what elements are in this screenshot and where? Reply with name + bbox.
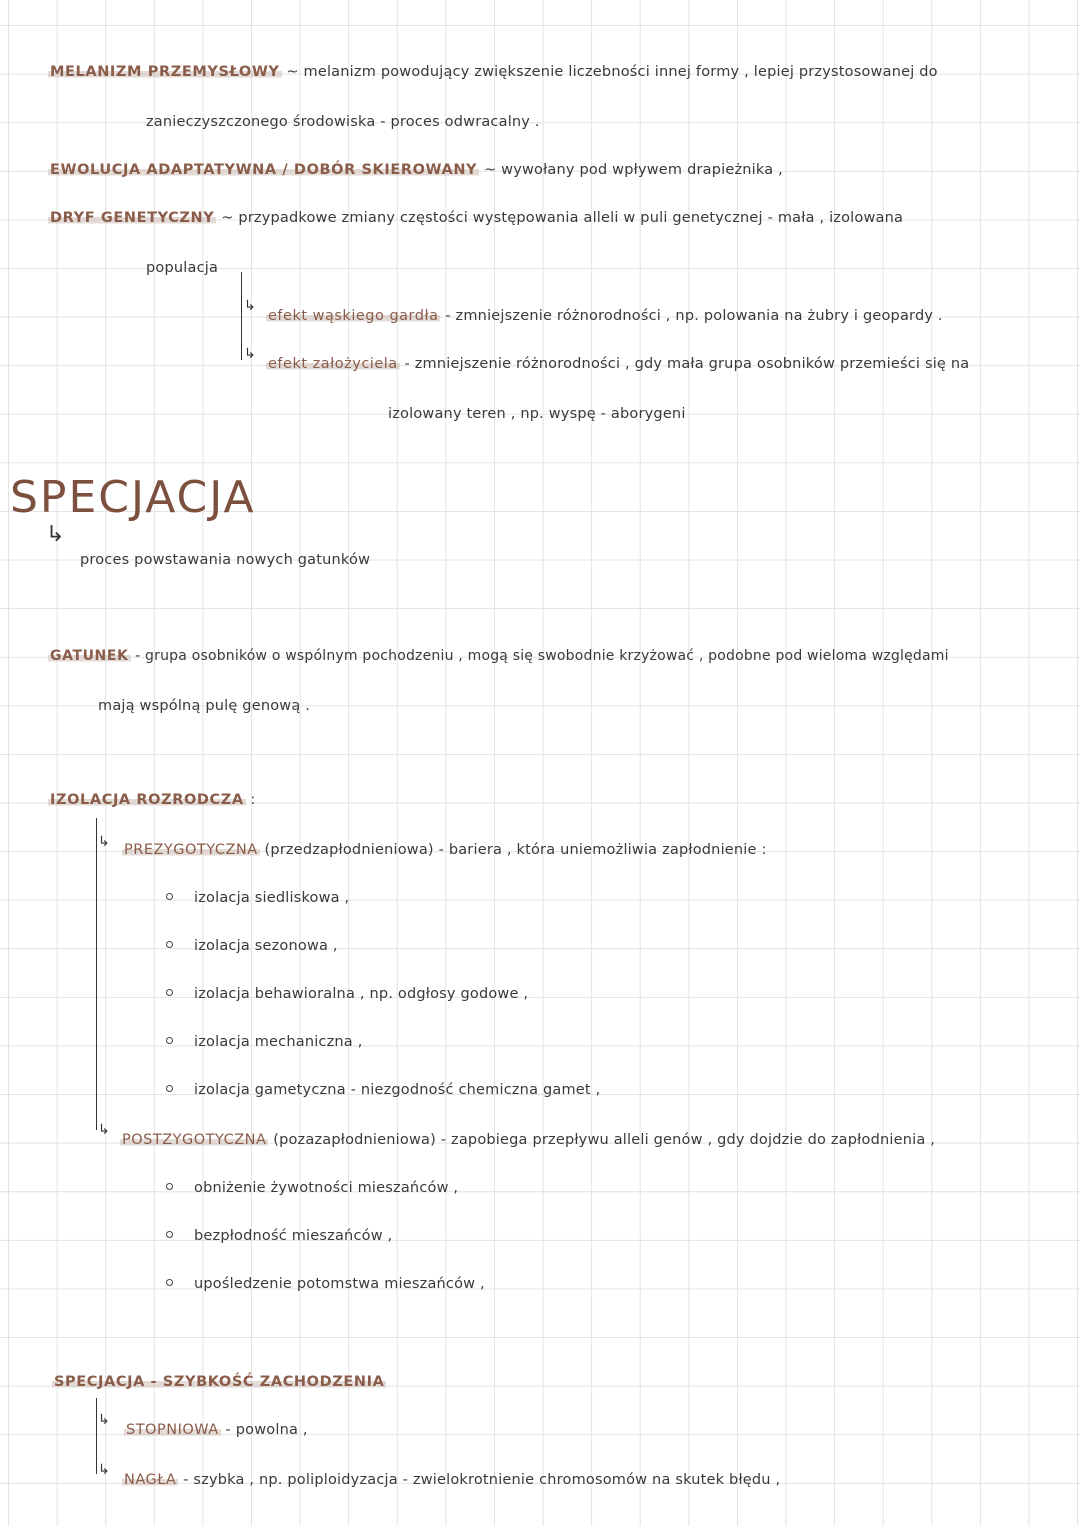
- list-item: izolacja behawioralna , np. odgłosy godowe ,: [194, 986, 529, 1002]
- text-prezygotyczna: (przedzapłodnieniowa) - bariera , która uniemożliwia zapłodnienie :: [264, 842, 767, 858]
- izolacja-bracket: [96, 818, 97, 1130]
- arrow-icon: ↳: [46, 522, 65, 547]
- bullet-icon: [166, 1037, 173, 1044]
- melanizm-line-2: [146, 114, 540, 130]
- szybkosc-bracket: [96, 1398, 97, 1474]
- arrow-icon: ↳: [98, 1412, 110, 1428]
- term-prezygotyczna: PREZYGOTYCZNA: [124, 842, 258, 858]
- def-melanizm-2: zanieczyszczonego środowiska - proces odwracalny .: [146, 114, 540, 130]
- effect-2-cont: [388, 406, 686, 422]
- szybkosc-item-2: [122, 1472, 780, 1488]
- sep-melanizm: ~: [286, 64, 299, 80]
- def-gatunek-2: mają wspólną pulę genową .: [98, 698, 311, 714]
- text-effect-2: - zmniejszenie różnorodności , gdy mała grupa osobników przemieści się na: [404, 356, 970, 372]
- def-dryf-2: populacja: [146, 260, 219, 276]
- term-szybkosc: SPECJACJA - SZYBKOŚĆ ZACHODZENIA: [54, 1374, 385, 1390]
- bullet-icon: [166, 1279, 173, 1286]
- sep-ewolucja: ~: [483, 162, 497, 178]
- list-item: obniżenie żywotności mieszańców ,: [194, 1180, 459, 1196]
- term-dryf: DRYF GENETYCZNY: [50, 210, 215, 226]
- dryf-bracket: [241, 272, 242, 360]
- arrow-icon: ↳: [244, 298, 256, 314]
- dryf-line-1: [48, 210, 903, 226]
- bullet-icon: [166, 989, 173, 996]
- ewolucja-line: [48, 162, 783, 178]
- list-item: izolacja mechaniczna ,: [194, 1034, 363, 1050]
- list-item: izolacja siedliskowa ,: [194, 890, 350, 906]
- prezygotyczna-line: [122, 842, 767, 858]
- arrow-icon: ↳: [244, 346, 256, 362]
- szybkosc-item-1: [124, 1422, 308, 1438]
- effect-1: [266, 308, 943, 324]
- bullet-icon: [166, 1231, 173, 1238]
- arrow-icon: ↳: [98, 1122, 110, 1138]
- gatunek-line-2: [98, 698, 310, 714]
- def-dryf-1: przypadkowe zmiany częstości występowania alleli w puli genetycznej - mała , izolowana: [238, 210, 904, 226]
- term-melanizm: MELANIZM PRZEMYSŁOWY: [50, 64, 280, 80]
- text-nagla: - szybka , np. poliploidyzacja - zwielokrotnienie chromosomów na skutek błędu ,: [183, 1472, 781, 1488]
- term-ewolucja: EWOLUCJA ADAPTATYWNA / DOBÓR SKIEROWANY: [50, 162, 478, 178]
- def-gatunek-1: - grupa osobników o wspólnym pochodzeniu , mogą się swobodnie krzyżować , podobne pod wieloma względami: [135, 648, 949, 664]
- arrow-icon: ↳: [98, 834, 110, 850]
- specjacja-def: [80, 552, 370, 568]
- term-gatunek: GATUNEK: [50, 648, 129, 664]
- bullet-icon: [166, 1085, 173, 1092]
- gatunek-line-1: [48, 648, 949, 664]
- izolacja-heading: [48, 792, 256, 808]
- term-izolacja: IZOLACJA ROZRODCZA: [50, 792, 244, 808]
- term-effect-2: efekt założyciela: [268, 356, 398, 372]
- def-ewolucja: wywołany pod wpływem drapieżnika ,: [501, 162, 783, 178]
- bullet-icon: [166, 893, 173, 900]
- postzygotyczna-line: [120, 1132, 935, 1148]
- colon: :: [250, 792, 256, 808]
- arrow-icon: ↳: [98, 1462, 110, 1478]
- melanizm-line-1: [48, 64, 938, 80]
- def-specjacja: proces powstawania nowych gatunków: [80, 552, 371, 568]
- text-stopniowa: - powolna ,: [225, 1422, 308, 1438]
- sep-dryf: ~: [221, 210, 234, 226]
- szybkosc-heading: [52, 1374, 386, 1390]
- text-effect-2-cont: izolowany teren , np. wyspę - aborygeni: [388, 406, 686, 422]
- term-postzygotyczna: POSTZYGOTYCZNA: [122, 1132, 267, 1148]
- def-melanizm-1: melanizm powodujący zwiększenie liczebności innej formy , lepiej przystosowanej do: [303, 64, 938, 80]
- list-item: izolacja gametyczna - niezgodność chemiczna gamet ,: [194, 1082, 601, 1098]
- page-title: SPECJACJA: [10, 472, 256, 523]
- bullet-icon: [166, 941, 173, 948]
- term-effect-1: efekt wąskiego gardła: [268, 308, 439, 324]
- effect-2: [266, 356, 969, 372]
- bullet-icon: [166, 1183, 173, 1190]
- list-item: bezpłodność mieszańców ,: [194, 1228, 393, 1244]
- list-item: izolacja sezonowa ,: [194, 938, 338, 954]
- list-item: upośledzenie potomstwa mieszańców ,: [194, 1276, 485, 1292]
- term-nagla: NAGŁA: [124, 1472, 177, 1488]
- dryf-line-2: [146, 260, 218, 276]
- text-postzygotyczna: (pozazapłodnieniowa) - zapobiega przepływu alleli genów , gdy dojdzie do zapłodnienia ,: [273, 1132, 936, 1148]
- text-effect-1: - zmniejszenie różnorodności , np. polowania na żubry i geopardy .: [445, 308, 943, 324]
- term-stopniowa: STOPNIOWA: [126, 1422, 219, 1438]
